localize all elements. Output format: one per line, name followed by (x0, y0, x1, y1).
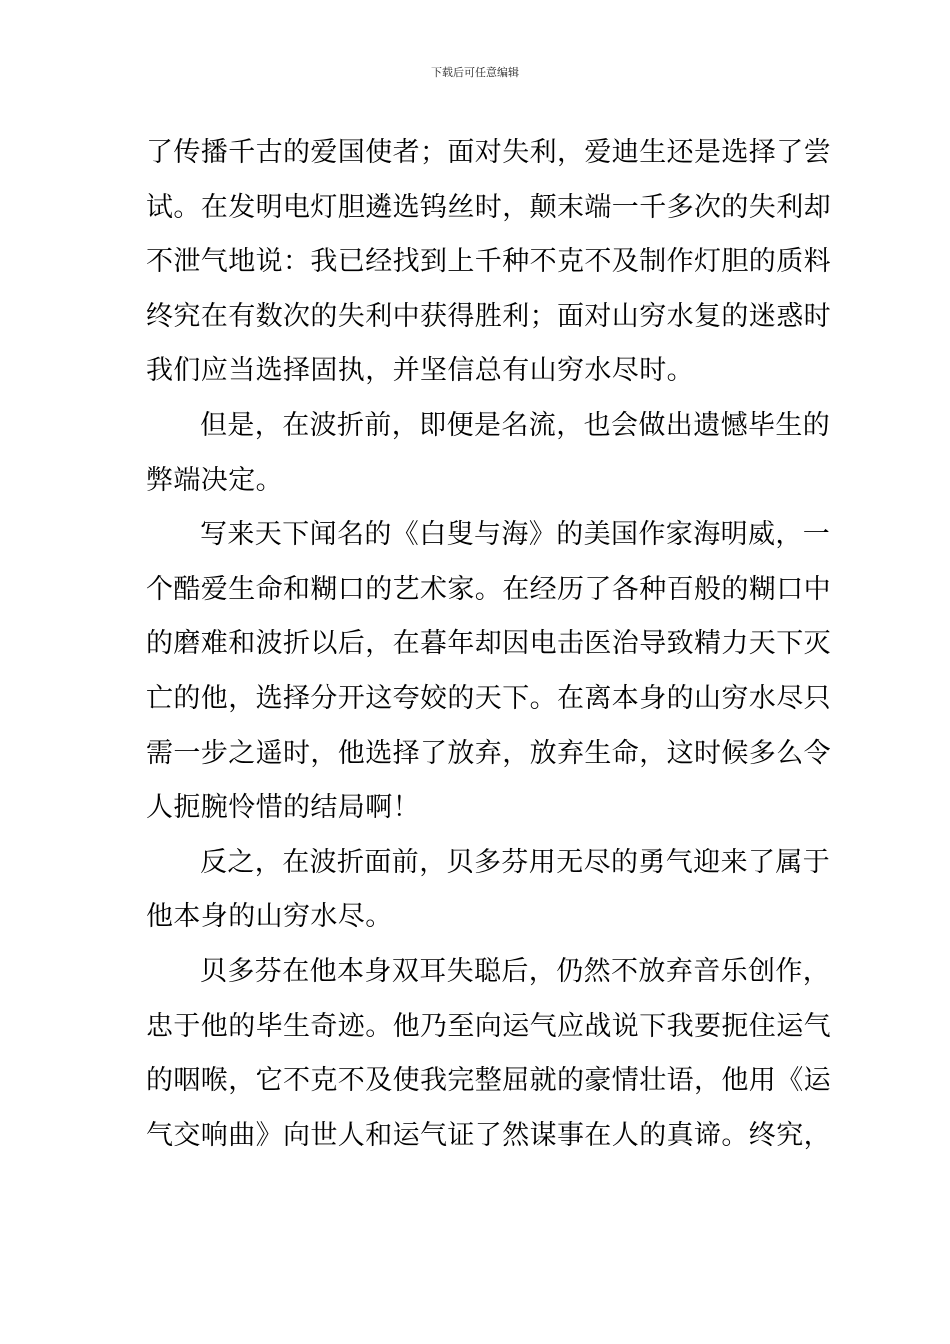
text-line: 写来天下闻名的《白叟与海》的美国作家海明威，一 (200, 519, 831, 551)
text-line: 弊端决定。 (146, 464, 283, 496)
text-line: 人扼腕怜惜的结局啊！ (146, 792, 420, 824)
text-line: 了传播千古的爱国使者；面对失利，爱迪生还是选择了尝 (146, 137, 831, 168)
text-line: 亡的他，选择分开这夸姣的天下。在离本身的山穷水尽只 (146, 682, 831, 714)
text-line: 终究在有数次的失利中获得胜利；面对山穷水复的迷惑时 (146, 300, 831, 332)
text-line: 试。在发明电灯胆遴选钨丝时，颠末端一千多次的失利却 (146, 191, 831, 223)
text-line: 贝多芬在他本身双耳失聪后，仍然不放弃音乐创作， (200, 955, 831, 987)
text-line: 的磨难和波折以后，在暮年却因电击医治导致精力天下灭 (146, 628, 831, 660)
text-line: 个酷爱生命和糊口的艺术家。在经历了各种百般的糊口中 (146, 573, 831, 605)
text-line: 的咽喉，它不克不及使我完整屈就的豪情壮语，他用《运 (146, 1065, 831, 1097)
text-line: 我们应当选择固执，并坚信总有山穷水尽时。 (146, 355, 694, 387)
text-line: 不泄气地说：我已经找到上千种不克不及制作灯胆的质料 (146, 246, 831, 278)
document-body (146, 126, 831, 1163)
text-line: 但是，在波折前，即便是名流，也会做出遗憾毕生的 (200, 409, 831, 441)
page-header: 下载后可任意编辑 (431, 66, 519, 79)
text-line: 气交响曲》向世人和运气证了然谋事在人的真谛。终究， (146, 1119, 831, 1151)
text-line: 需一步之遥时，他选择了放弃，放弃生命，这时候多么令 (146, 737, 831, 769)
text-line: 反之，在波折面前，贝多芬用无尽的勇气迎来了属于 (200, 846, 831, 878)
text-line: 忠于他的毕生奇迹。他乃至向运气应战说下我要扼住运气 (146, 1010, 831, 1042)
text-line: 他本身的山穷水尽。 (146, 901, 393, 933)
